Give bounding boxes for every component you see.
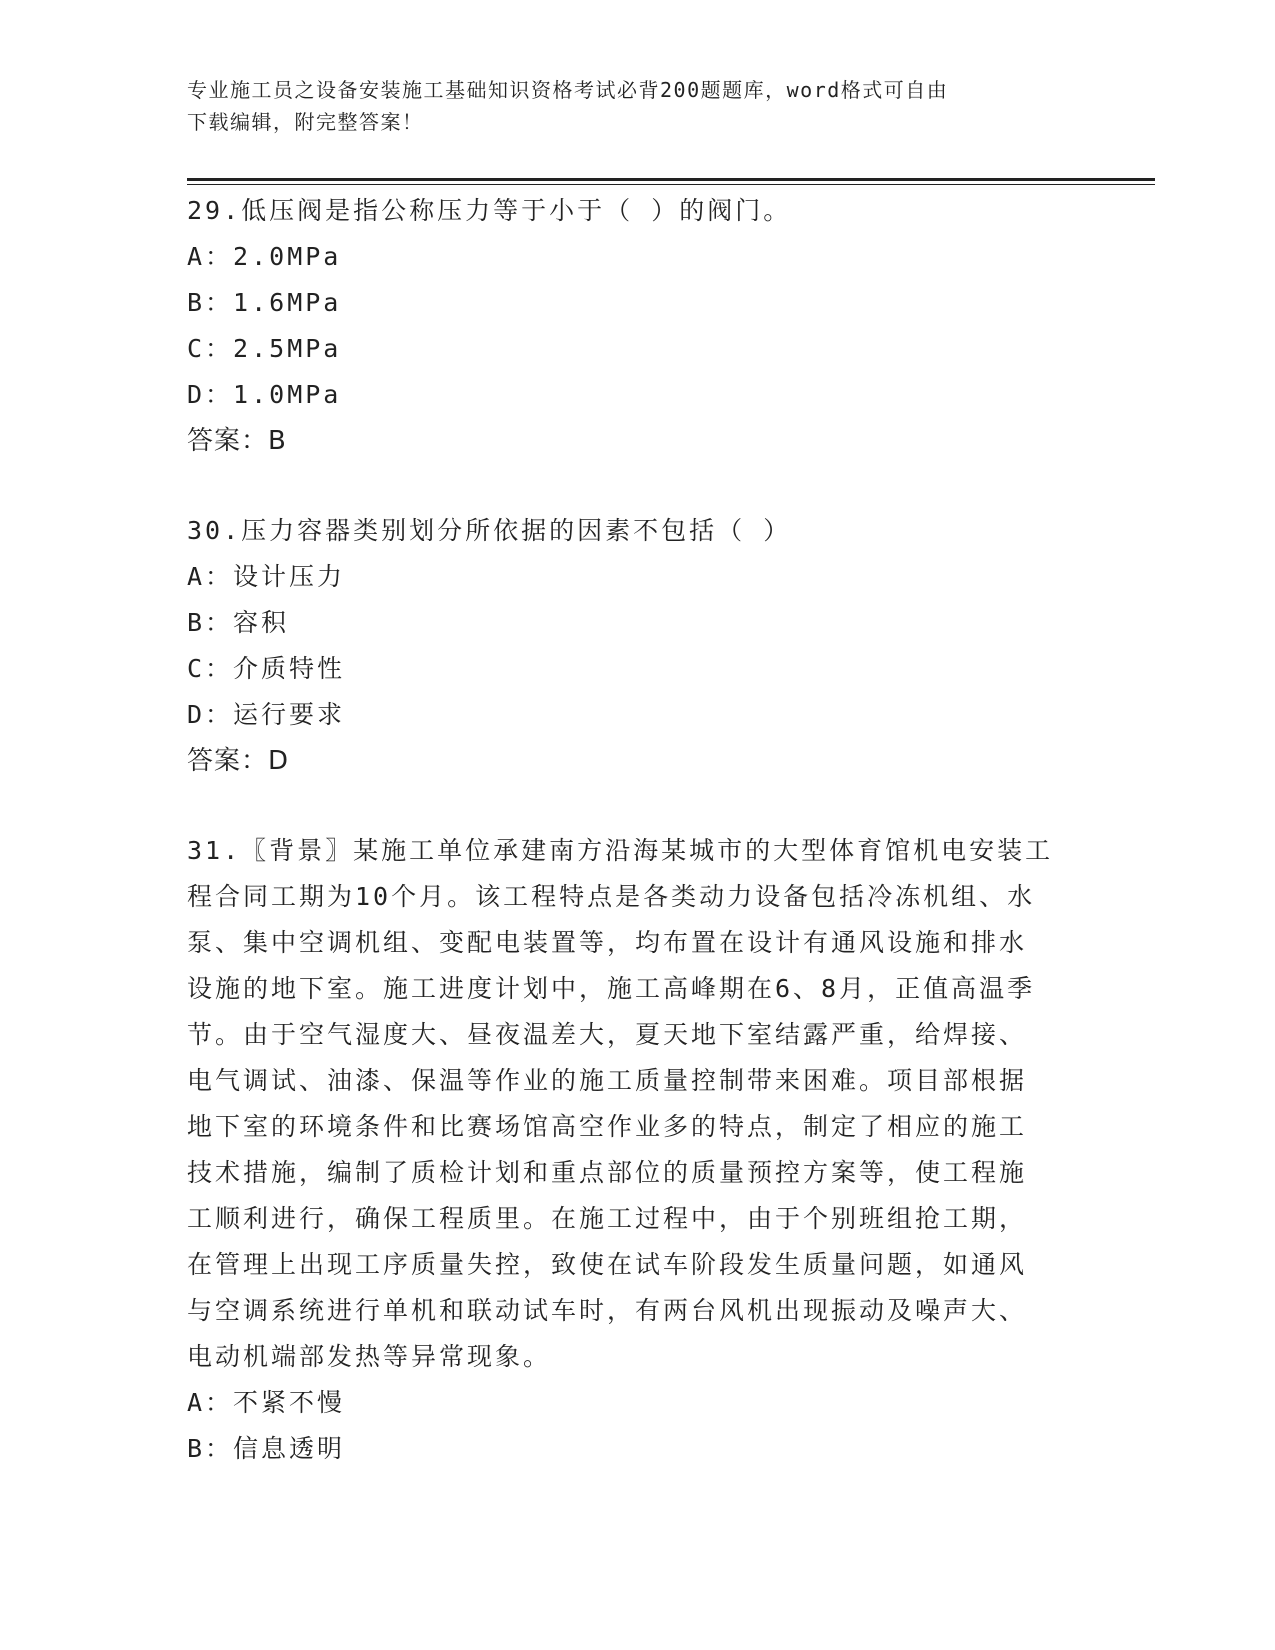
stem-line: 与空调系统进行单机和联动试车时，有两台风机出现振动及噪声大、	[187, 1296, 1028, 1325]
answer-label: 答案：B	[187, 426, 287, 456]
header-divider-thick	[187, 178, 1155, 181]
stem-line: 技术措施，编制了质检计划和重点部位的质量预控方案等，使工程施	[187, 1158, 1028, 1187]
option-c: C：介质特性	[187, 654, 346, 683]
stem-line: 在管理上出现工序质量失控，致使在试车阶段发生质量问题，如通风	[187, 1250, 1028, 1279]
option-d: D：运行要求	[187, 700, 346, 729]
stem-line: 电气调试、油漆、保温等作业的施工质量控制带来困难。项目部根据	[187, 1066, 1028, 1095]
stem-line: 程合同工期为10个月。该工程特点是各类动力设备包括冷冻机组、水	[187, 882, 1036, 911]
question-30	[187, 508, 1087, 784]
option-c: C：2.5MPa	[187, 334, 342, 363]
option-b: B：信息透明	[187, 1434, 346, 1463]
header-line-1: 专业施工员之设备安装施工基础知识资格考试必背200题题库，word格式可自由	[187, 78, 949, 102]
option-b: B：1.6MPa	[187, 288, 342, 317]
question-31	[187, 828, 1087, 1472]
question-29	[187, 188, 1087, 464]
question-stem: 29.低压阀是指公称压力等于小于（ ）的阀门。	[187, 196, 792, 225]
stem-line: 工顺利进行，确保工程质里。在施工过程中，由于个别班组抢工期，	[187, 1204, 1028, 1233]
question-stem: 30.压力容器类别划分所依据的因素不包括（ ）	[187, 516, 792, 545]
header-divider-thin	[187, 184, 1155, 185]
stem-line: 设施的地下室。施工进度计划中，施工高峰期在6、8月，正值高温季	[187, 974, 1036, 1003]
stem-line: 节。由于空气湿度大、昼夜温差大，夏天地下室结露严重，给焊接、	[187, 1020, 1028, 1049]
option-b: B：容积	[187, 608, 290, 637]
header-line-2: 下载编辑，附完整答案！	[187, 110, 424, 134]
option-a: A：设计压力	[187, 562, 346, 591]
stem-line: 地下室的环境条件和比赛场馆高空作业多的特点，制定了相应的施工	[187, 1112, 1028, 1141]
option-a: A：不紧不慢	[187, 1388, 346, 1417]
stem-line: 泵、集中空调机组、变配电装置等，均布置在设计有通风设施和排水	[187, 928, 1028, 957]
stem-line: 31.〖背景〗某施工单位承建南方沿海某城市的大型体育馆机电安装工	[187, 836, 1054, 865]
question-stem	[187, 828, 1077, 1380]
stem-line: 电动机端部发热等异常现象。	[187, 1342, 552, 1371]
option-a: A：2.0MPa	[187, 242, 342, 271]
answer-label: 答案：D	[187, 746, 290, 776]
document-header	[187, 74, 1077, 138]
question-list	[187, 188, 1087, 1516]
option-d: D：1.0MPa	[187, 380, 342, 409]
